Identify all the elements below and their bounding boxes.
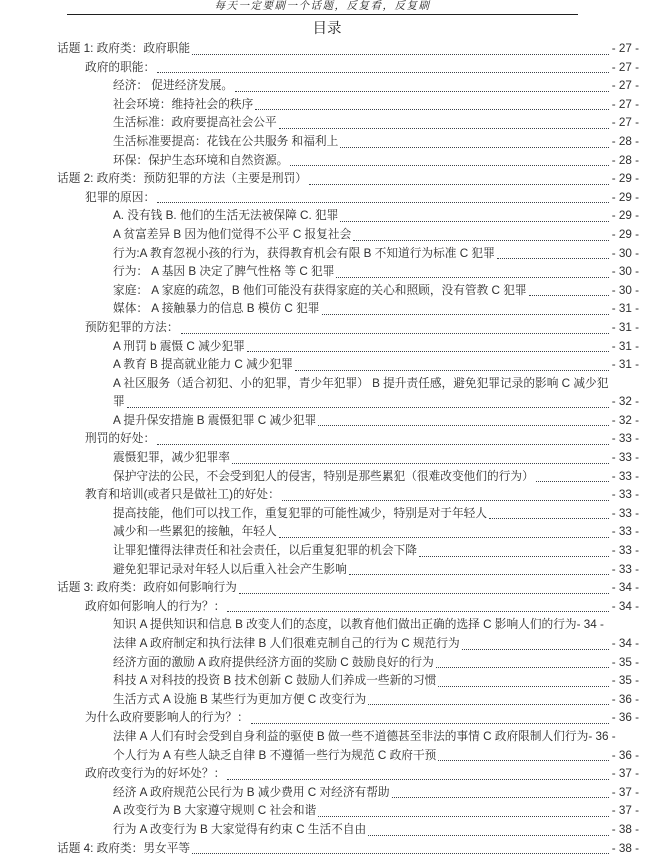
page-number: - 36 - (611, 692, 639, 706)
toc-entry[interactable] (0, 579, 654, 598)
toc-entry[interactable] (0, 505, 654, 524)
page-number: - 27 - (611, 116, 639, 130)
leader-dots (282, 500, 609, 501)
toc-entry-label: A 教育 B 提高就业能力 C 减少犯罪 (113, 358, 293, 372)
toc-entry-label: 教育和培训(或者只是做社工)的好处： (85, 488, 280, 502)
page-number: - 34 - (611, 637, 639, 650)
leader-dots (192, 54, 609, 55)
page-number: - 33 - (611, 525, 639, 539)
leader-dots (353, 240, 608, 241)
toc-entry-label: 经济： 促进经济发展。 (113, 79, 234, 93)
leader-dots (295, 370, 609, 371)
toc-entry-label: 家庭： A 家庭的疏忽，B 他们可能没有获得家庭的关心和照顾，没有管教 C 犯罪 (113, 283, 527, 297)
leader-dots (232, 463, 609, 464)
toc-entry-label: 犯罪的原因： (85, 190, 156, 204)
toc-entry[interactable] (0, 523, 654, 542)
leader-dots (438, 760, 608, 761)
page-number: - 36 - (611, 748, 639, 762)
toc-entry[interactable] (0, 133, 654, 152)
page-number: - 27 - (611, 60, 639, 74)
leader-dots (438, 686, 608, 687)
leader-dots (318, 425, 608, 426)
leader-dots (251, 723, 609, 724)
page-number: - 29 - (611, 190, 639, 204)
page-number: - 36 - (611, 711, 639, 725)
page-number: - 30 - (611, 246, 639, 260)
toc-entry[interactable] (0, 747, 654, 766)
toc-entry[interactable] (0, 784, 654, 803)
page-number: - 28 - (611, 134, 639, 148)
leader-dots (239, 593, 609, 594)
toc-entry-label: 行为:A 教育忽视小孩的行为，获得教育机会有限 B 不知道行为标准 C 犯罪 (113, 246, 495, 260)
toc-entry-label: 话题 3: 政府类：政府如何影响行为 (57, 581, 237, 595)
toc-entry-label: 让罪犯懂得法律责任和社会责任，以后重复犯罪的机会下降 (113, 544, 417, 558)
toc-entry[interactable] (0, 226, 654, 245)
toc-entry-label: 生活标准：政府要提高社会公平 (113, 116, 277, 130)
page-number: - 31 - (611, 339, 639, 353)
leader-dots (322, 314, 609, 315)
leader-dots (279, 128, 609, 129)
leader-dots (318, 816, 608, 817)
toc-entry-label: 媒体： A 接触暴力的信息 B 模仿 C 犯罪 (113, 302, 320, 316)
toc-entry[interactable] (0, 728, 654, 747)
toc-entry-label: 为什么政府要影响人的行为？： (85, 711, 249, 725)
leader-dots (227, 611, 608, 612)
leader-dots (529, 295, 609, 296)
toc-entry[interactable] (0, 635, 654, 654)
leader-dots (497, 258, 609, 259)
toc-entry-label: 话题 1: 政府类：政府职能 (57, 42, 191, 55)
leader-dots (536, 481, 609, 482)
toc-entry-label: A 刑罚 b 震慑 C 减少犯罪 (113, 339, 245, 353)
toc-entry[interactable] (0, 96, 654, 115)
toc-entry[interactable] (0, 486, 654, 505)
page-number: - 35 - (611, 674, 639, 688)
toc-entry-label: 生活标准要提高：花钱在公共服务 和福利上 (113, 134, 339, 148)
toc-entry[interactable] (0, 77, 654, 96)
page-number: - 34 - (576, 618, 604, 632)
leader-dots (157, 444, 609, 445)
page-number: - 29 - (611, 227, 639, 241)
leader-dots (192, 853, 609, 854)
page-header (67, 0, 578, 15)
toc-entry[interactable] (0, 840, 654, 858)
page-number: - 34 - (611, 581, 639, 595)
toc-entry-label: A. 没有钱 B. 他们的生活无法被保障 C. 犯罪 (113, 209, 339, 223)
leader-dots (368, 704, 608, 705)
toc-entry[interactable] (0, 263, 654, 282)
page-number: - 31 - (611, 320, 639, 334)
toc-entry[interactable] (0, 207, 654, 226)
toc-entry-label: 社会环境：维持社会的秩序 (113, 97, 254, 111)
leader-dots (290, 165, 608, 166)
toc-entry[interactable] (0, 170, 654, 189)
toc-entry[interactable] (0, 691, 654, 710)
toc-entry[interactable] (0, 598, 654, 617)
page-number: - 33 - (611, 451, 639, 465)
toc-entry-label: 个人行为 A 有些人缺乏自律 B 不遵循一些行为规范 C 政府干预 (113, 748, 437, 762)
toc-entry-label: 提高技能，他们可以找工作，重复犯罪的可能性减少，特别是对于年轻人 (113, 506, 488, 520)
leader-dots (368, 835, 608, 836)
toc-entry[interactable] (0, 561, 654, 580)
toc-entry[interactable] (0, 709, 654, 728)
page-number: - 27 - (611, 79, 639, 93)
toc-entry-label: A 改变行为 B 大家遵守规则 C 社会和谐 (113, 804, 317, 818)
toc-entry-label: 话题 2: 政府类：预防犯罪的方法（主要是刑罚） (57, 172, 307, 186)
toc-entry[interactable] (0, 152, 654, 171)
toc-entry[interactable] (0, 300, 654, 319)
toc-entry[interactable] (0, 189, 654, 208)
toc-entry[interactable] (0, 282, 654, 301)
toc-entry-label: 政府改变行为的好坏处？： (85, 767, 226, 781)
toc-entry-label: 知识 A 提供知识和信息 B 改变人们的态度，以教育他们做出正确的选择 C 影响人们的行为 (113, 618, 577, 632)
toc-entry-label: A 提升保安措施 B 震慑犯罪 C 减少犯罪 (113, 413, 317, 427)
page-number: - 36 - (588, 729, 616, 743)
toc-entry-label: 政府的职能： (85, 60, 156, 74)
page-number: - 28 - (611, 153, 639, 167)
toc-entry-label: 行为： A 基因 B 决定了脾气性格 等 C 犯罪 (113, 265, 335, 279)
page-number: - 33 - (611, 488, 639, 502)
toc-entry[interactable] (0, 449, 654, 468)
leader-dots (127, 407, 609, 408)
toc-entry-label: 避免犯罪记录对年轻人以后重入社会产生影响 (113, 562, 347, 576)
toc-entry-label: 行为 A 改变行为 B 大家觉得有约束 C 生活不自由 (113, 822, 367, 836)
page-number: - 30 - (611, 265, 639, 279)
toc-entry-label: 减少和一些累犯的接触，年轻人 (113, 525, 277, 539)
toc-entry-label: 法律 A 政府制定和执行法律 B 人们很难克制自己的行为 C 规范行为 (113, 637, 460, 650)
toc-entry-label: 经济 A 政府规范公民行为 B 减少费用 C 对经济有帮助 (113, 785, 390, 799)
page-number: - 33 - (611, 469, 639, 483)
toc-entry[interactable] (0, 338, 654, 357)
toc-entry-label: 震慑犯罪，减少犯罪率 (113, 451, 230, 465)
toc-entry-label: 政府如何影响人的行为？： (85, 599, 226, 613)
page-number: - 33 - (611, 544, 639, 558)
leader-dots (462, 649, 609, 650)
toc-title: 目录 (312, 21, 342, 37)
page-number: - 29 - (611, 209, 639, 223)
page-number: - 27 - (611, 97, 639, 111)
toc-entry[interactable] (0, 412, 654, 431)
toc-entry-label: 话题 4: 政府类：男女平等 (57, 841, 191, 855)
toc-list (0, 40, 654, 858)
leader-dots (157, 202, 609, 203)
toc-entry-label: A 贫富差异 B 因为他们觉得不公平 C 报复社会 (113, 227, 352, 241)
page-number: - 38 - (611, 822, 639, 836)
leader-dots (349, 574, 609, 575)
leader-dots (255, 109, 608, 110)
page-number: - 37 - (611, 785, 639, 799)
page-number: - 29 - (611, 172, 639, 186)
page-number: - 33 - (611, 506, 639, 520)
toc-entry-label: A 社区服务（适合初犯、小的犯罪，青少年犯罪） B 提升责任感，避免犯罪记录的影响 C 减少犯 (113, 376, 609, 390)
page-number: - 35 - (611, 655, 639, 669)
toc-entry[interactable] (0, 114, 654, 133)
toc-entry-label: 罪 (113, 395, 125, 409)
toc-entry[interactable] (0, 765, 654, 784)
toc-entry[interactable] (0, 672, 654, 691)
page-number: - 33 - (611, 562, 639, 576)
toc-entry[interactable] (0, 821, 654, 840)
toc-entry[interactable] (0, 802, 654, 821)
page-number: - 37 - (611, 804, 639, 818)
toc-entry[interactable] (0, 393, 654, 412)
leader-dots (340, 221, 608, 222)
toc-entry-label: 预防犯罪的方法： (85, 320, 179, 334)
page-number: - 34 - (611, 599, 639, 613)
toc-entry-label: 经济方面的激励 A 政府提供经济方面的奖励 C 鼓励良好的行为 (113, 655, 434, 669)
toc-entry[interactable] (0, 356, 654, 375)
leader-dots (436, 667, 609, 668)
toc-entry-label: 法律 A 人们有时会受到自身利益的驱使 B 做一些不道德甚至非法的事情 C 政府限制人们行为 (113, 729, 589, 743)
leader-dots (157, 72, 609, 73)
toc-entry[interactable] (0, 59, 654, 78)
leader-dots (235, 91, 609, 92)
toc-entry[interactable] (0, 542, 654, 561)
toc-entry-label: 环保：保护生态环境和自然资源。 (113, 153, 289, 167)
toc-entry[interactable] (0, 654, 654, 673)
leader-dots (392, 797, 609, 798)
page-number: - 32 - (611, 395, 639, 409)
page-number: - 37 - (611, 767, 639, 781)
leader-dots (227, 779, 608, 780)
header-banner-text: 每天一定要刷一个话题，反复看，反复刷 (214, 0, 431, 12)
leader-dots (340, 147, 608, 148)
toc-entry[interactable] (0, 468, 654, 487)
page-number: - 30 - (611, 283, 639, 297)
toc-entry-label: 生活方式 A 设施 B 某些行为更加方便 C 改变行为 (113, 692, 367, 706)
toc-entry-label: 保护守法的公民，不会受到犯人的侵害，特别是那些累犯（很难改变他们的行为） (113, 469, 534, 483)
page-number: - 31 - (611, 358, 639, 372)
toc-entry[interactable] (0, 616, 654, 635)
toc-entry-label: 科技 A 对科技的投资 B 技术创新 C 鼓励人们养成一些新的习惯 (113, 674, 437, 688)
leader-dots (489, 518, 609, 519)
toc-entry[interactable] (0, 375, 654, 394)
leader-dots (309, 184, 609, 185)
page-number: - 32 - (611, 413, 639, 427)
toc-entry[interactable] (0, 319, 654, 338)
page-number: - 27 - (611, 42, 639, 55)
toc-entry[interactable] (0, 245, 654, 264)
leader-dots (279, 537, 609, 538)
leader-dots (419, 556, 609, 557)
leader-dots (247, 351, 609, 352)
toc-entry[interactable] (0, 430, 654, 449)
toc-entry-label: 刑罚的好处： (85, 432, 156, 446)
page-number: - 38 - (611, 841, 639, 855)
toc-entry[interactable] (0, 40, 654, 59)
page-number: - 31 - (611, 302, 639, 316)
leader-dots (181, 333, 609, 334)
leader-dots (336, 277, 608, 278)
page-number: - 33 - (611, 432, 639, 446)
